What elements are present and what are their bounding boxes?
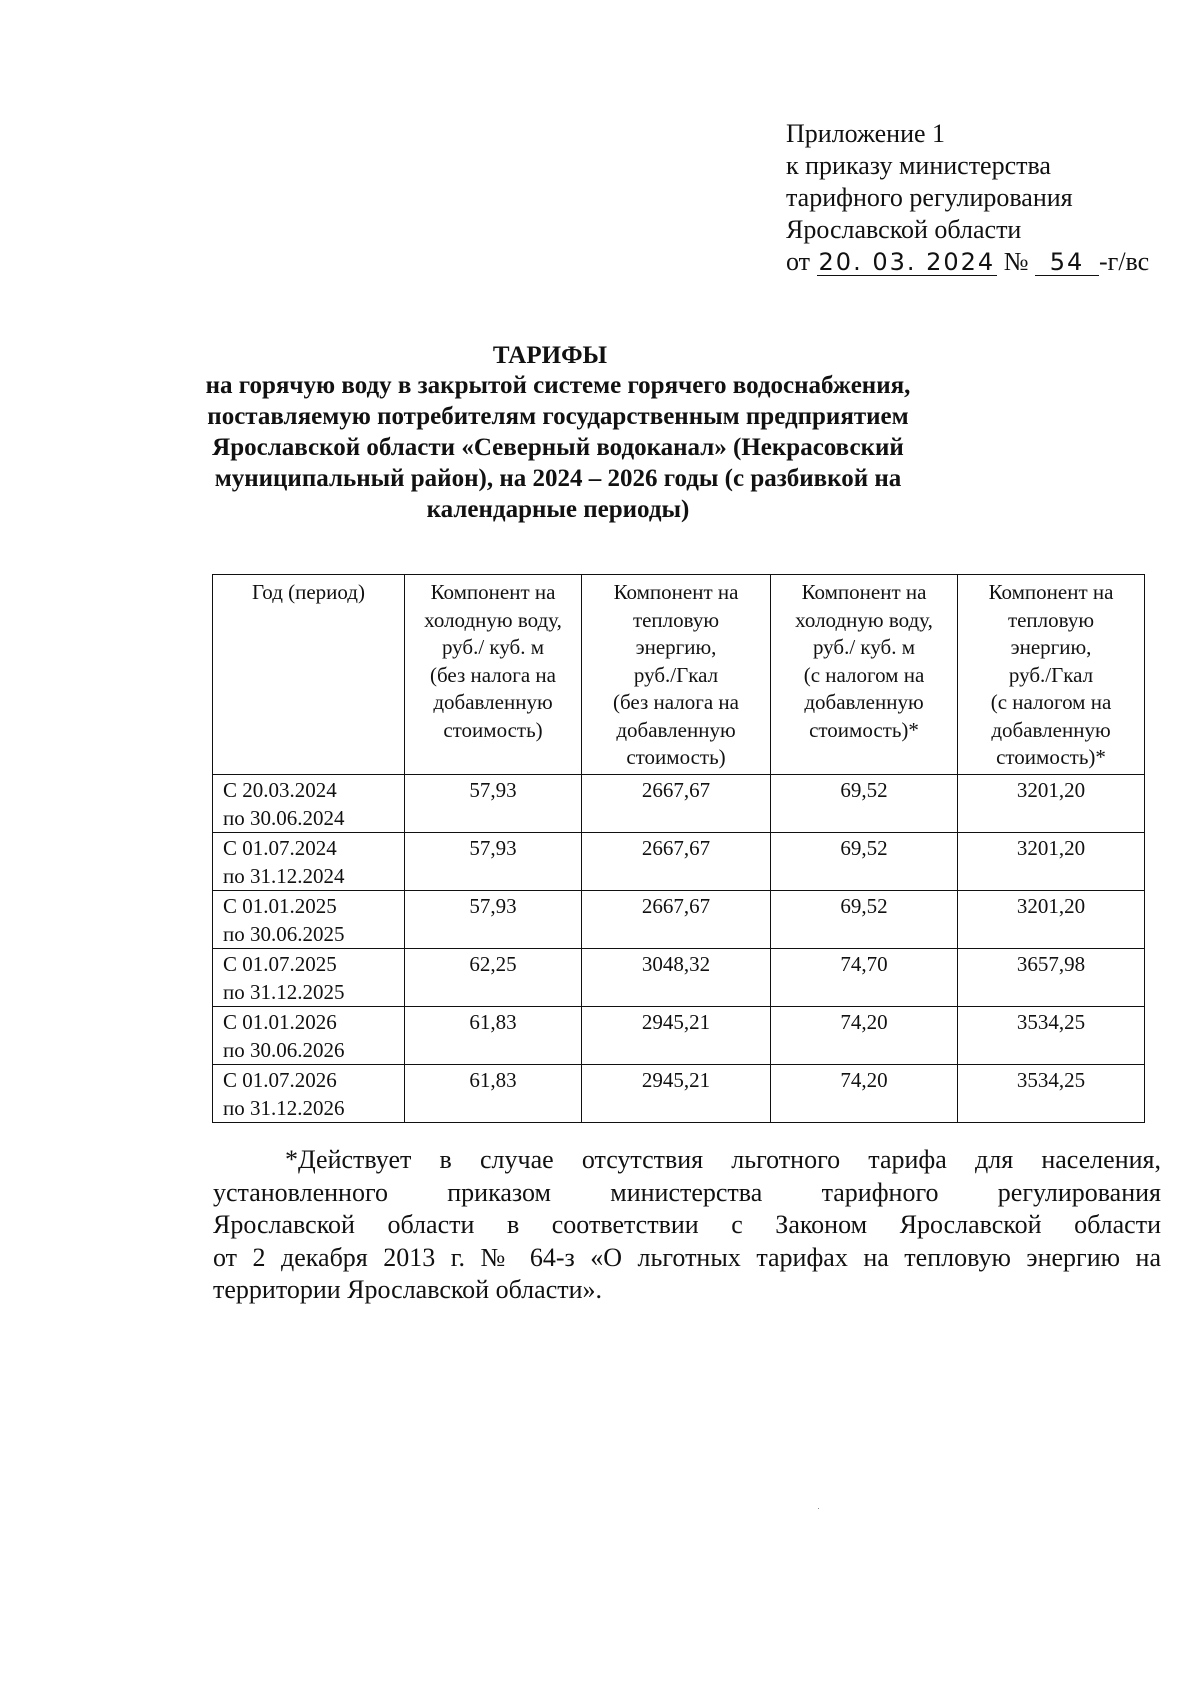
header-line: энергию, xyxy=(1010,635,1092,659)
table-header-row xyxy=(213,575,1145,775)
period-to: по 30.06.2026 xyxy=(223,1037,345,1062)
handwritten-date: 20. 03. 2024 xyxy=(818,248,996,276)
period-to: по 31.12.2026 xyxy=(223,1095,345,1120)
heat-no-vat-cell: 2667,67 xyxy=(582,891,771,949)
order-suffix: -г/вс xyxy=(1099,247,1150,276)
period-to: по 30.06.2025 xyxy=(223,921,345,946)
period-cell xyxy=(213,1065,405,1123)
table-row xyxy=(213,891,1145,949)
header-line: (с налогом на xyxy=(803,662,925,687)
appendix-line: к приказу министерства xyxy=(786,151,1051,180)
cold-no-vat-cell: 61,83 xyxy=(405,1007,582,1065)
cold-vat-cell: 69,52 xyxy=(771,891,958,949)
footnote-line: от 2 декабря 2013 г. № 64-з «О льготных тарифах на тепловую энергию на xyxy=(213,1242,1161,1272)
header-line: Компонент на xyxy=(613,580,739,604)
cold-no-vat-cell: 57,93 xyxy=(405,775,582,833)
from-prefix: от xyxy=(786,247,811,276)
heat-no-vat-cell: 2667,67 xyxy=(582,833,771,891)
number-sign: № xyxy=(1003,247,1029,276)
period-from: С 01.01.2025 xyxy=(223,894,337,918)
heat-vat-cell: 3201,20 xyxy=(958,891,1145,949)
footnote-line: установленного приказом министерства тарифного регулирования xyxy=(213,1177,1161,1207)
header-line: добавленную xyxy=(804,690,924,714)
header-line: руб./ куб. м xyxy=(812,635,916,659)
footnote-line: территории Ярославской области». xyxy=(213,1275,603,1304)
header-line: Компонент на xyxy=(801,580,927,604)
period-from: С 01.07.2026 xyxy=(223,1068,337,1092)
footnote-line: Ярославской области в соответствии с Законом Ярославской области xyxy=(213,1210,1161,1239)
order-reference xyxy=(786,246,1149,278)
tariffs-table xyxy=(212,574,1145,1123)
period-cell xyxy=(213,833,405,891)
header-line: энергию, xyxy=(635,635,717,659)
period-to: по 30.06.2024 xyxy=(223,805,345,830)
table-row xyxy=(213,1007,1145,1065)
header-period xyxy=(213,575,405,775)
subtitle-line: муниципальный район), на 2024 – 2026 годы (с разбивкой на xyxy=(214,465,902,492)
header-line: добавленную xyxy=(616,717,736,742)
appendix-line: Ярославской области xyxy=(786,215,1022,244)
document-subtitle xyxy=(98,370,1018,525)
cold-vat-cell: 74,70 xyxy=(771,949,958,1007)
heat-vat-cell: 3201,20 xyxy=(958,833,1145,891)
period-cell xyxy=(213,891,405,949)
cold-vat-cell: 69,52 xyxy=(771,833,958,891)
header-line: (без налога на xyxy=(613,690,739,714)
period-cell xyxy=(213,775,405,833)
header-cold-vat xyxy=(771,575,958,775)
header-line: стоимость)* xyxy=(809,717,919,742)
heat-no-vat-cell: 3048,32 xyxy=(582,949,771,1007)
header-line: Год (период) xyxy=(252,580,365,604)
cold-no-vat-cell: 62,25 xyxy=(405,949,582,1007)
period-from: С 01.07.2024 xyxy=(223,836,337,860)
appendix-line: тарифного регулирования xyxy=(786,183,1073,212)
header-heat-no-vat xyxy=(582,575,771,775)
table-row xyxy=(213,1065,1145,1123)
header-line: стоимость)* xyxy=(996,745,1106,769)
table-row xyxy=(213,775,1145,833)
period-from: С 01.01.2026 xyxy=(223,1010,337,1034)
handwritten-number: 54 xyxy=(1035,249,1099,276)
header-line: руб./Гкал xyxy=(633,662,719,687)
header-line: тепловую xyxy=(632,607,720,632)
subtitle-line: календарные периоды) xyxy=(426,496,690,523)
appendix-line: Приложение 1 xyxy=(786,119,946,148)
appendix-block xyxy=(786,118,1149,278)
header-line: (без налога на xyxy=(430,662,556,687)
header-cold-no-vat xyxy=(405,575,582,775)
header-heat-vat xyxy=(958,575,1145,775)
cold-vat-cell: 69,52 xyxy=(771,775,958,833)
table-row xyxy=(213,833,1145,891)
heat-no-vat-cell: 2945,21 xyxy=(582,1007,771,1065)
subtitle-line: поставляемую потребителям государственным предприятием xyxy=(207,403,909,430)
cold-vat-cell: 74,20 xyxy=(771,1007,958,1065)
period-to: по 31.12.2024 xyxy=(223,863,345,888)
header-line: Компонент на xyxy=(430,580,556,604)
period-cell xyxy=(213,949,405,1007)
header-line: добавленную xyxy=(991,717,1111,742)
cold-no-vat-cell: 61,83 xyxy=(405,1065,582,1123)
cold-no-vat-cell: 57,93 xyxy=(405,891,582,949)
period-from: С 01.07.2025 xyxy=(223,952,337,976)
cold-no-vat-cell: 57,93 xyxy=(405,833,582,891)
subtitle-line: Ярославской области «Северный водоканал» (Некрасовский xyxy=(212,434,904,461)
cold-vat-cell: 74,20 xyxy=(771,1065,958,1123)
heat-vat-cell: 3534,25 xyxy=(958,1007,1145,1065)
header-line: руб./Гкал xyxy=(1008,662,1094,687)
document-title: ТАРИФЫ xyxy=(492,342,608,369)
table-row xyxy=(213,949,1145,1007)
footnote xyxy=(213,1144,1161,1307)
header-line: холодную воду, xyxy=(424,607,562,632)
heat-vat-cell: 3657,98 xyxy=(958,949,1145,1007)
heat-vat-cell: 3201,20 xyxy=(958,775,1145,833)
header-line: тепловую xyxy=(1007,607,1095,632)
header-line: стоимость) xyxy=(443,717,543,742)
period-from: С 20.03.2024 xyxy=(223,778,337,802)
footnote-line: *Действует в случае отсутствия льготного тарифа для населения, xyxy=(285,1145,1161,1174)
header-line: (с налогом на xyxy=(990,690,1112,714)
heat-no-vat-cell: 2667,67 xyxy=(582,775,771,833)
header-line: холодную воду, xyxy=(795,607,933,632)
period-cell xyxy=(213,1007,405,1065)
header-line: Компонент на xyxy=(988,580,1114,604)
subtitle-line: на горячую воду в закрытой системе горячего водоснабжения, xyxy=(205,372,911,399)
period-to: по 31.12.2025 xyxy=(223,979,345,1004)
header-line: руб./ куб. м xyxy=(441,635,545,659)
header-line: стоимость) xyxy=(626,745,726,769)
heat-vat-cell: 3534,25 xyxy=(958,1065,1145,1123)
scan-speck xyxy=(818,1508,819,1509)
heat-no-vat-cell: 2945,21 xyxy=(582,1065,771,1123)
header-line: добавленную xyxy=(433,690,553,714)
